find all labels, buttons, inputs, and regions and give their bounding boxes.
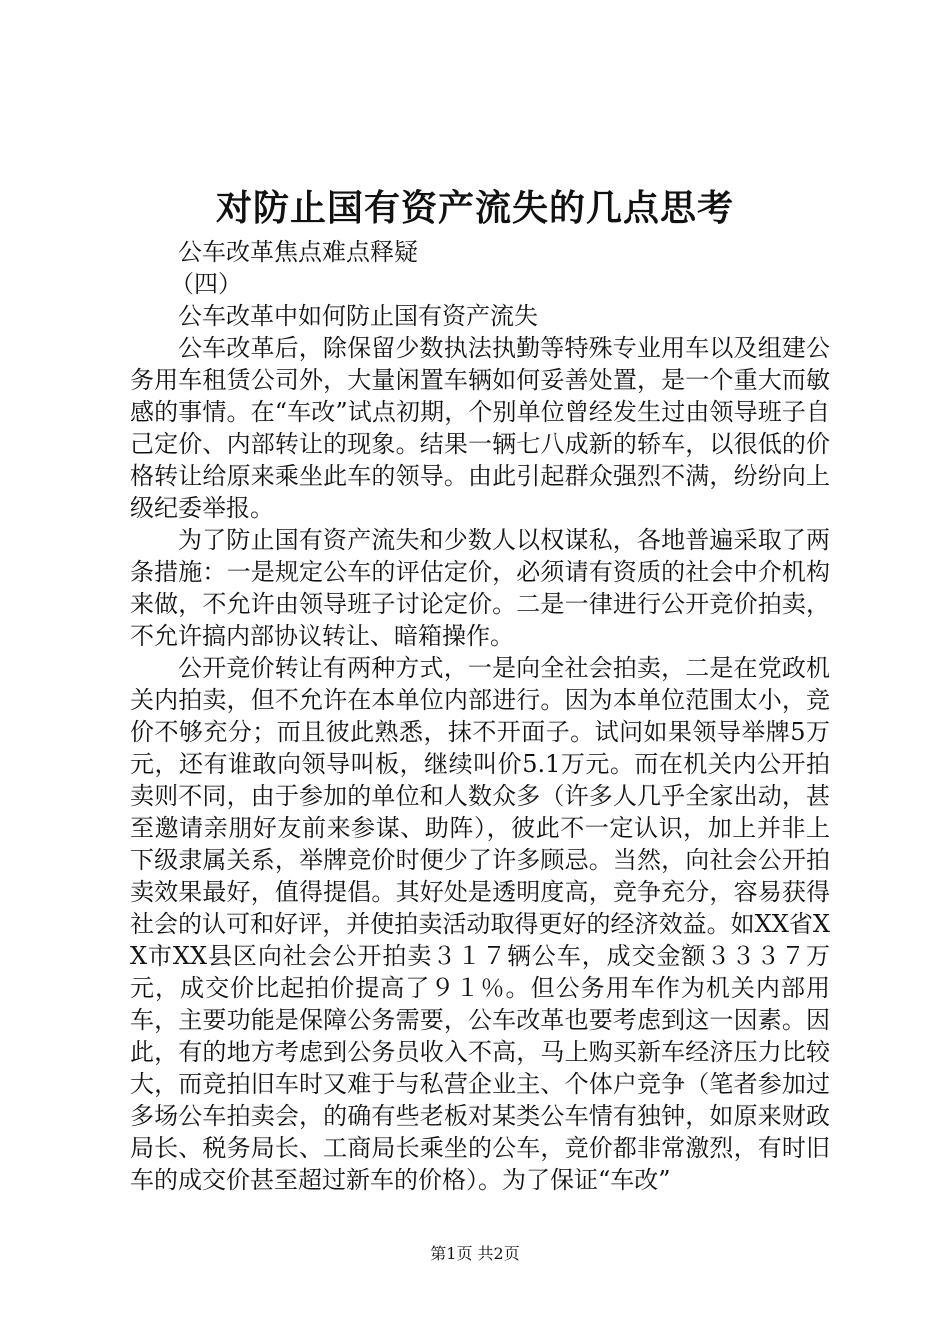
body-paragraph: 公车改革后，除保留少数执法执勤等特殊专业用车以及组建公务用车租赁公司外，大量闲置车辆如何妥善处置，是一个重大而敏感的事情。在“车改”试点初期，个别单位曾经发生过由领导班子自己定价、内部转让的现象。结果一辆七八成新的轿车，以很低的价格转让给原来乘坐此车的领导。由此引起群众强烈不满，纷纷向上级纪委举报。 <box>130 334 830 522</box>
body-paragraph: 为了防止国有资产流失和少数人以权谋私，各地普遍采取了两条措施：一是规定公车的评估定价，必须请有资质的社会中介机构来做，不允许由领导班子讨论定价。二是一律进行公开竞价拍卖，不允许搞内部协议转让、暗箱操作。 <box>130 526 830 650</box>
document-title: 对防止国有资产流失的几点思考 <box>215 187 734 229</box>
section-number: （四） <box>170 270 242 298</box>
section-subtitle: 公车改革中如何防止国有资产流失 <box>178 302 538 330</box>
document-body <box>130 236 830 1196</box>
body-paragraph: 公开竞价转让有两种方式，一是向全社会拍卖，二是在党政机关内拍卖，但不允许在本单位内部进行。因为本单位范围太小，竞价不够充分；而且彼此熟悉，抹不开面子。试问如果领导举牌5万元，还有谁敢向领导叫板，继续叫价5.1万元。而在机关内公开拍卖则不同，由于参加的单位和人数众多（许多人几乎全家出动，甚至邀请亲朋好友前来参谋、助阵），彼此不一定认识，加上并非上下级隶属关系，举牌竞价时便少了许多顾忌。当然，向社会公开拍卖效果最好，值得提倡。其好处是透明度高，竞争充分，容易获得社会的认可和好评，并使拍卖活动取得更好的经济效益。如XX省XX市XX县区向社会公开拍卖３１７辆公车，成交金额３３３７万元，成交价比起拍价提高了９１％。但公务用车作为机关内部用车，主要功能是保障公务需要，公车改革也要考虑到这一因素。因此，有的地方考虑到公务员收入不高，马上购买新车经济压力比较大，而竞拍旧车时又难于与私营企业主、个体户竞争（笔者参加过多场公车拍卖会，的确有些老板对某类公车情有独钟，如原来财政局长、税务局长、工商局长乘坐的公车，竞价都非常激烈，有时旧车的成交价甚至超过新车的价格）。为了保证“车改” <box>130 654 830 1194</box>
section-heading: 公车改革焦点难点释疑 <box>178 238 418 266</box>
page-number-footer: 第1页 共2页 <box>430 1244 520 1263</box>
